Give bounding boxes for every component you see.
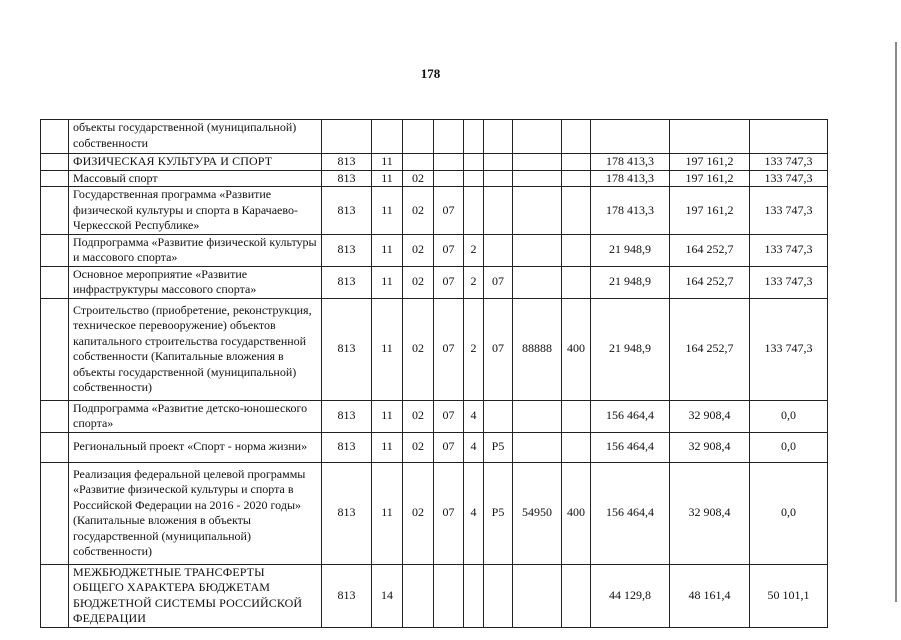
amount-year-1-cell: 156 464,4 [591, 400, 670, 432]
table-row [41, 298, 828, 400]
subsection-code-cell: 02 [403, 234, 434, 266]
subprogram-code-cell [464, 187, 484, 235]
event-code-cell [484, 400, 513, 432]
subsection-code-cell: 02 [403, 170, 434, 187]
subprogram-code-cell: 2 [464, 298, 484, 400]
program-code-cell: 07 [434, 298, 464, 400]
section-code-cell [372, 120, 403, 154]
row-name: Региональный проект «Спорт - норма жизни» [69, 432, 322, 462]
program-code-cell: 07 [434, 432, 464, 462]
amount-year-3-cell: 0,0 [750, 432, 828, 462]
ministry-code-cell: 813 [322, 400, 372, 432]
subprogram-code-cell: 4 [464, 462, 484, 564]
ministry-code-cell: 813 [322, 170, 372, 187]
table-row [41, 120, 828, 154]
direction-code-cell [513, 432, 562, 462]
amount-year-2-cell: 32 908,4 [670, 462, 750, 564]
section-code-cell: 11 [372, 462, 403, 564]
program-code-cell: 07 [434, 400, 464, 432]
program-code-cell: 07 [434, 462, 464, 564]
row-name: Государственная программа «Развитие физической культуры и спорта в Карачаево-Черкесской Республике» [69, 187, 322, 235]
row-index-cell [41, 298, 69, 400]
expense-type-code-cell [562, 170, 591, 187]
scan-edge-line [895, 42, 897, 602]
subsection-code-cell [403, 154, 434, 171]
direction-code-cell [513, 400, 562, 432]
expense-type-code-cell: 400 [562, 462, 591, 564]
table-row [41, 170, 828, 187]
section-code-cell: 11 [372, 170, 403, 187]
row-index-cell [41, 462, 69, 564]
amount-year-2-cell: 197 161,2 [670, 170, 750, 187]
amount-year-2-cell: 164 252,7 [670, 298, 750, 400]
event-code-cell [484, 234, 513, 266]
section-code-cell: 11 [372, 400, 403, 432]
table-row [41, 266, 828, 298]
expense-type-code-cell [562, 564, 591, 627]
expense-type-code-cell [562, 120, 591, 154]
ministry-code-cell: 813 [322, 234, 372, 266]
expense-type-code-cell [562, 187, 591, 235]
row-index-cell [41, 266, 69, 298]
section-code-cell: 11 [372, 266, 403, 298]
table-row [41, 234, 828, 266]
event-code-cell [484, 170, 513, 187]
section-code-cell: 11 [372, 432, 403, 462]
event-code-cell [484, 120, 513, 154]
ministry-code-cell: 813 [322, 187, 372, 235]
ministry-code-cell: 813 [322, 564, 372, 627]
subprogram-code-cell: 4 [464, 432, 484, 462]
subsection-code-cell [403, 120, 434, 154]
amount-year-2-cell: 197 161,2 [670, 154, 750, 171]
event-code-cell [484, 187, 513, 235]
subprogram-code-cell [464, 154, 484, 171]
amount-year-2-cell: 32 908,4 [670, 432, 750, 462]
amount-year-3-cell [750, 120, 828, 154]
table-row [41, 462, 828, 564]
event-code-cell: 07 [484, 266, 513, 298]
ministry-code-cell: 813 [322, 462, 372, 564]
row-index-cell [41, 187, 69, 235]
event-code-cell: 07 [484, 298, 513, 400]
budget-table [40, 119, 828, 628]
amount-year-1-cell: 21 948,9 [591, 298, 670, 400]
row-name: Строительство (приобретение, реконструкция, техническое перевооружение) объектов капитального строительства государственной собственности (Капитальные вложения в объекты государственной (муниципальной) собственности) [69, 298, 322, 400]
amount-year-2-cell: 48 161,4 [670, 564, 750, 627]
expense-type-code-cell [562, 400, 591, 432]
row-index-cell [41, 154, 69, 171]
subprogram-code-cell: 2 [464, 266, 484, 298]
subprogram-code-cell: 2 [464, 234, 484, 266]
row-index-cell [41, 120, 69, 154]
row-index-cell [41, 564, 69, 627]
subsection-code-cell: 02 [403, 400, 434, 432]
amount-year-1-cell: 21 948,9 [591, 234, 670, 266]
subsection-code-cell [403, 564, 434, 627]
amount-year-3-cell: 133 747,3 [750, 298, 828, 400]
amount-year-1-cell: 156 464,4 [591, 432, 670, 462]
table-row [41, 154, 828, 171]
amount-year-3-cell: 0,0 [750, 462, 828, 564]
expense-type-code-cell [562, 234, 591, 266]
ministry-code-cell: 813 [322, 298, 372, 400]
subprogram-code-cell [464, 120, 484, 154]
amount-year-2-cell [670, 120, 750, 154]
direction-code-cell: 88888 [513, 298, 562, 400]
amount-year-3-cell: 50 101,1 [750, 564, 828, 627]
amount-year-1-cell [591, 120, 670, 154]
row-name: Реализация федеральной целевой программы «Развитие физической культуры и спорта в Российской Федерации на 2016 - 2020 годы» (Капитальные вложения в объекты государственной (муниципальной) собственности) [69, 462, 322, 564]
program-code-cell: 07 [434, 234, 464, 266]
direction-code-cell: 54950 [513, 462, 562, 564]
amount-year-3-cell: 133 747,3 [750, 234, 828, 266]
row-index-cell [41, 170, 69, 187]
amount-year-1-cell: 178 413,3 [591, 170, 670, 187]
row-index-cell [41, 432, 69, 462]
ministry-code-cell: 813 [322, 266, 372, 298]
expense-type-code-cell: 400 [562, 298, 591, 400]
amount-year-3-cell: 133 747,3 [750, 187, 828, 235]
ministry-code-cell: 813 [322, 432, 372, 462]
table-row [41, 400, 828, 432]
section-code-cell: 14 [372, 564, 403, 627]
subprogram-code-cell [464, 170, 484, 187]
amount-year-2-cell: 164 252,7 [670, 266, 750, 298]
event-code-cell: P5 [484, 432, 513, 462]
amount-year-1-cell: 21 948,9 [591, 266, 670, 298]
amount-year-2-cell: 164 252,7 [670, 234, 750, 266]
section-code-cell: 11 [372, 234, 403, 266]
event-code-cell [484, 564, 513, 627]
program-code-cell [434, 154, 464, 171]
subsection-code-cell: 02 [403, 187, 434, 235]
ministry-code-cell: 813 [322, 154, 372, 171]
direction-code-cell [513, 564, 562, 627]
subprogram-code-cell [464, 564, 484, 627]
program-code-cell [434, 120, 464, 154]
row-name: Основное мероприятие «Развитие инфраструктуры массового спорта» [69, 266, 322, 298]
expense-type-code-cell [562, 432, 591, 462]
subsection-code-cell: 02 [403, 462, 434, 564]
event-code-cell [484, 154, 513, 171]
amount-year-1-cell: 178 413,3 [591, 154, 670, 171]
row-name: Подпрограмма «Развитие детско-юношеского спорта» [69, 400, 322, 432]
amount-year-2-cell: 197 161,2 [670, 187, 750, 235]
program-code-cell [434, 564, 464, 627]
table-row [41, 432, 828, 462]
subsection-code-cell: 02 [403, 266, 434, 298]
direction-code-cell [513, 154, 562, 171]
direction-code-cell [513, 120, 562, 154]
row-index-cell [41, 234, 69, 266]
direction-code-cell [513, 170, 562, 187]
direction-code-cell [513, 234, 562, 266]
program-code-cell: 07 [434, 187, 464, 235]
section-code-cell: 11 [372, 154, 403, 171]
row-index-cell [41, 400, 69, 432]
amount-year-3-cell: 133 747,3 [750, 170, 828, 187]
event-code-cell: P5 [484, 462, 513, 564]
ministry-code-cell [322, 120, 372, 154]
amount-year-3-cell: 133 747,3 [750, 266, 828, 298]
page-number: 178 [420, 66, 441, 81]
row-name: объекты государственной (муниципальной) собственности [69, 120, 322, 154]
row-name: Подпрограмма «Развитие физической культуры и массового спорта» [69, 234, 322, 266]
subsection-code-cell: 02 [403, 432, 434, 462]
amount-year-1-cell: 178 413,3 [591, 187, 670, 235]
table-row [41, 564, 828, 627]
amount-year-1-cell: 156 464,4 [591, 462, 670, 564]
section-code-cell: 11 [372, 298, 403, 400]
row-name: ФИЗИЧЕСКАЯ КУЛЬТУРА И СПОРТ [69, 154, 322, 171]
amount-year-2-cell: 32 908,4 [670, 400, 750, 432]
expense-type-code-cell [562, 154, 591, 171]
program-code-cell: 07 [434, 266, 464, 298]
row-name: Массовый спорт [69, 170, 322, 187]
row-name: МЕЖБЮДЖЕТНЫЕ ТРАНСФЕРТЫ ОБЩЕГО ХАРАКТЕРА БЮДЖЕТАМ БЮДЖЕТНОЙ СИСТЕМЫ РОССИЙСКОЙ ФЕДЕРАЦИИ [69, 564, 322, 627]
amount-year-3-cell: 133 747,3 [750, 154, 828, 171]
table-row [41, 187, 828, 235]
direction-code-cell [513, 266, 562, 298]
amount-year-1-cell: 44 129,8 [591, 564, 670, 627]
expense-type-code-cell [562, 266, 591, 298]
subprogram-code-cell: 4 [464, 400, 484, 432]
direction-code-cell [513, 187, 562, 235]
section-code-cell: 11 [372, 187, 403, 235]
amount-year-3-cell: 0,0 [750, 400, 828, 432]
program-code-cell [434, 170, 464, 187]
subsection-code-cell: 02 [403, 298, 434, 400]
